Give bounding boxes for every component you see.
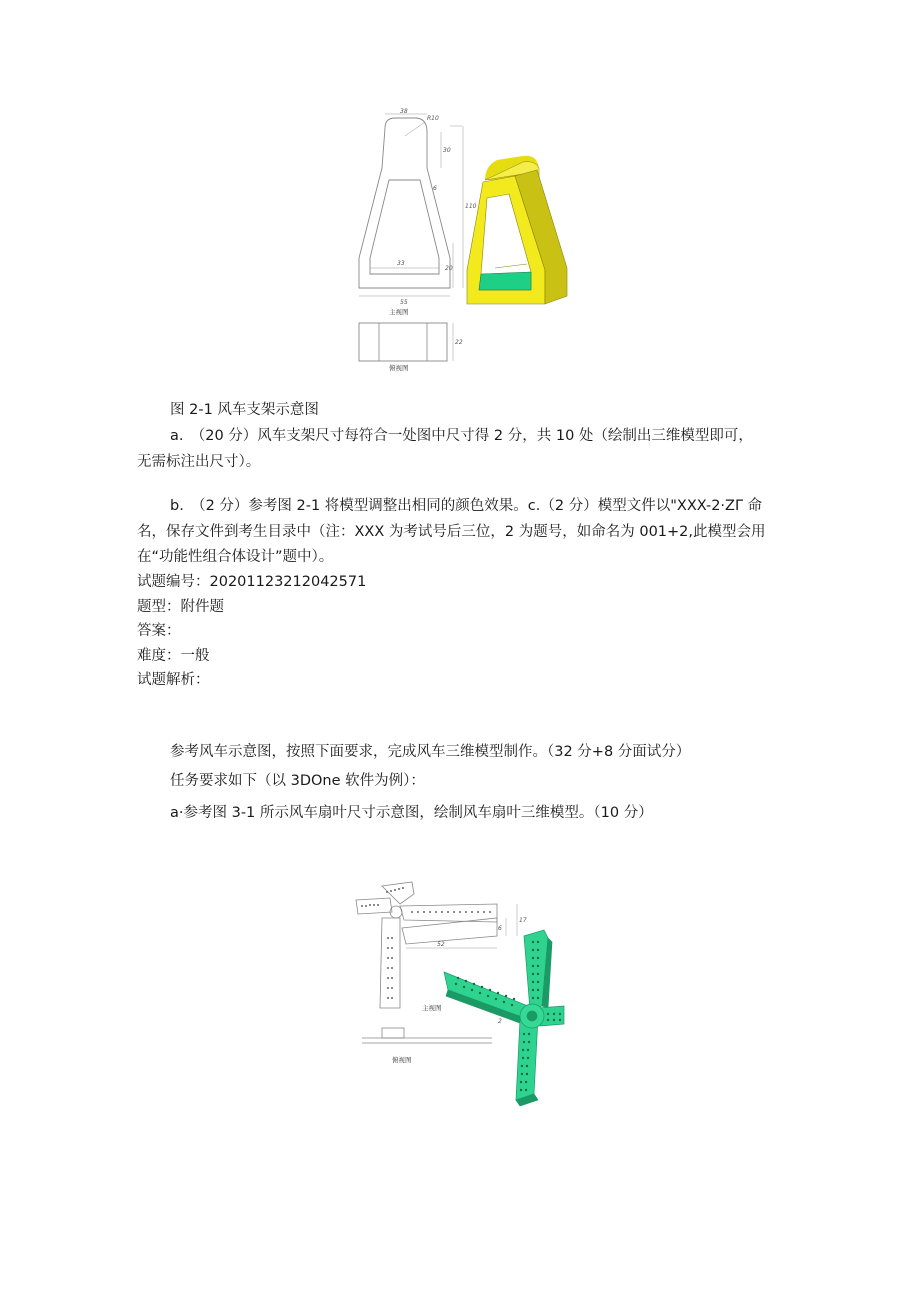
top-view-label: 俯视图	[389, 364, 409, 372]
bracket-figure	[345, 108, 575, 378]
requirement-a-line2: 无需标注出尺寸）。	[137, 454, 261, 470]
dim-110: 110	[465, 203, 477, 210]
dim-38: 38	[400, 108, 408, 115]
blade-figure	[352, 878, 567, 1108]
top-view-label: 俯视图	[392, 1056, 412, 1064]
dim-52: 52	[437, 941, 445, 948]
blade-drawing	[352, 878, 567, 1108]
main-view-label: 主视图	[422, 1004, 442, 1012]
dim-22: 22	[455, 339, 463, 346]
bracket-drawing	[345, 108, 575, 378]
task-paragraph: 任务要求如下（以 3DOne 软件为例）：	[170, 773, 425, 789]
dim-30: 30	[443, 147, 451, 154]
dim-33: 33	[397, 260, 405, 267]
dim-6: 6	[498, 925, 502, 932]
intro-paragraph: 参考风车示意图，按照下面要求，完成风车三维模型制作。（32 分+8 分面试分）	[170, 744, 691, 760]
requirement-b-line3: 在“功能性组合体设计”题中）。	[137, 549, 334, 565]
difficulty: 难度：一般	[137, 648, 210, 664]
requirement-b-line2: 名，保存文件到考生目录中（注：XXX 为考试号后三位，2 为题号，如命名为 001+2,此模型会用	[137, 524, 766, 540]
analysis-label: 试题解析：	[137, 672, 210, 688]
dim-17: 17	[519, 917, 527, 924]
question-id: 试题编号：20201123212042571	[137, 574, 367, 590]
dim-2: 2	[498, 1018, 502, 1025]
dim-6: 6	[433, 185, 437, 192]
question-type: 题型：附件题	[137, 599, 224, 615]
requirement-b-line1: b. （2 分）参考图 2-1 将模型调整出相同的颜色效果。c.（2 分）模型文件以"XXX-2·ZΓ 命	[170, 498, 763, 514]
figure-caption: 图 2-1 风车支架示意图	[170, 402, 319, 418]
requirement-a-line1: a. （20 分）风车支架尺寸每符合一处图中尺寸得 2 分，共 10 处（绘制出三维模型即可，	[170, 428, 753, 444]
answer-label: 答案：	[137, 623, 181, 639]
dim-r10: R10	[427, 115, 439, 122]
task-a-paragraph: a·参考图 3-1 所示风车扇叶尺寸示意图，绘制风车扇叶三维模型。（10 分）	[170, 805, 653, 821]
dim-20: 20	[445, 265, 453, 272]
dim-55: 55	[400, 299, 408, 306]
main-view-label: 主视图	[389, 308, 409, 316]
